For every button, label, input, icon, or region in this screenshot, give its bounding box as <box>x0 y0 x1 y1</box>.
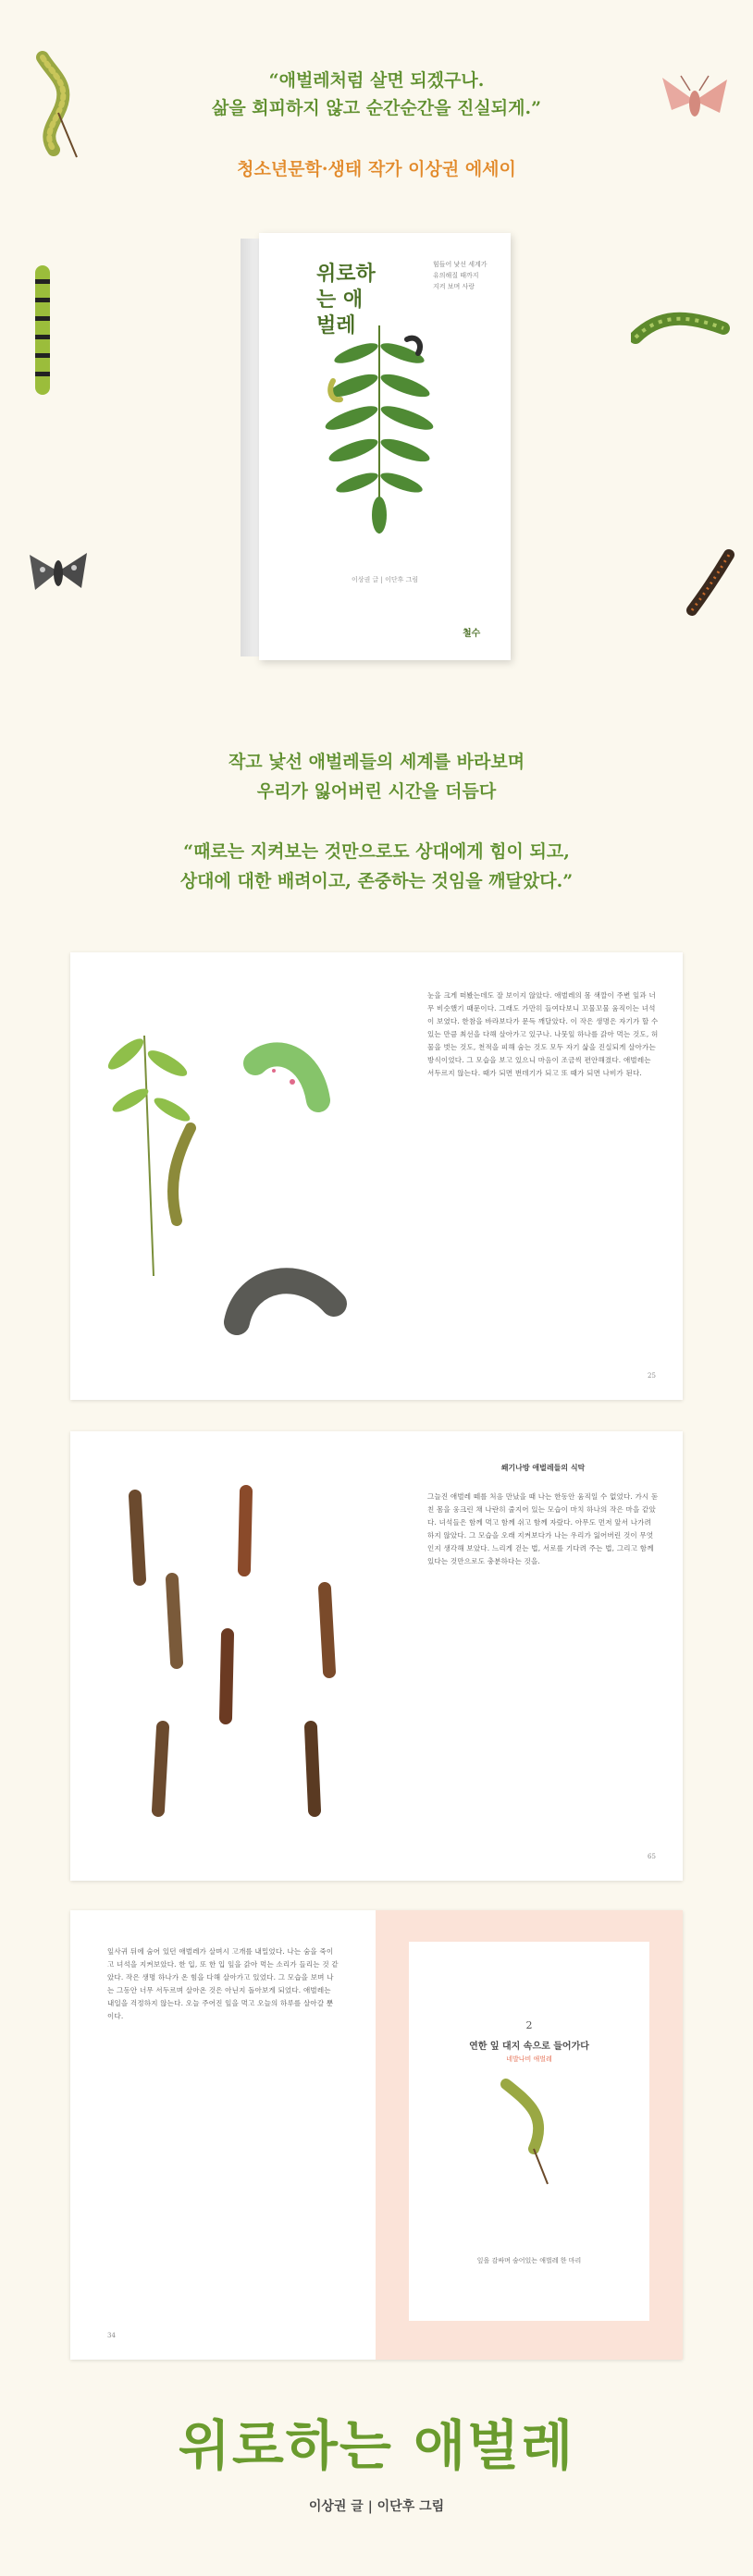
spread3-page-number: 34 <box>107 2332 116 2339</box>
closing-quote <box>0 837 753 896</box>
book-spread-1 <box>70 952 683 1400</box>
closing-quote-line2: 상대에 대한 배려이고, 존중하는 것임을 깨달았다.” <box>179 871 574 891</box>
caterpillar-illustrations-spread1 <box>89 999 357 1368</box>
book-cover <box>259 233 511 660</box>
opening-quote-line1: “애벌레처럼 살면 되겠구나. <box>268 70 485 91</box>
chapter-page-panel <box>376 1910 683 2360</box>
book-tagline-line1: 작고 낯선 애벌레들의 세계를 바라보며 <box>228 752 525 772</box>
publisher-logo: 철수 <box>463 629 481 639</box>
spread2-heading: 쐐기나방 애벌레들의 식탁 <box>500 1463 586 1472</box>
book-spread-2 <box>70 1431 683 1881</box>
chapter-title: 연한 잎 대지 속으로 들어가다 <box>469 2042 589 2052</box>
spread2-body-text: 그늘진 애벌레 떼를 처음 만났을 때 나는 한동안 움직일 수 없었다. 가시 돋친 몸을 웅크린 채 나란히 줄지어 있는 모습이 마치 하나의 작은 마을 같았다. 녀석들은 함께 먹고 함께 쉬고 함께 자랐다. 아무도 먼저 앞서 나가려 하지 않았다. 그 모습을 오래 지켜보다가 나는 우리가 잃어버린 것이 무엇인지 생각해 보았다. 느리게 걷는 법, 서로를 기다려 주는 법, 그리고 함께 있다는 것만으로도 충분하다는 것을. <box>427 1492 659 1565</box>
chapter-subtitle: 네발나비 애벌레 <box>506 2055 552 2063</box>
hairy-caterpillars-illustration <box>107 1478 376 1847</box>
book-cover-tagline: 힘들어 낯선 세계가 유의해질 때까지 지켜 보며 사랑 <box>433 261 488 290</box>
chapter-page-card <box>409 1942 649 2321</box>
footer-authors: 이상권 글 | 이단후 그림 <box>308 2499 445 2514</box>
opening-quote-line2: 삶을 회피하지 않고 순간순간을 진실되게.” <box>211 98 542 118</box>
green-caterpillar-right <box>631 305 733 351</box>
book-spread-3 <box>70 1910 683 2360</box>
moth-illustration-left <box>26 544 91 599</box>
book-subtitle: 청소년문학·생태 작가 이상권 에세이 <box>237 159 516 179</box>
book-cover-title: 위로하는 애벌레 <box>316 262 376 337</box>
striped-caterpillar-left <box>26 261 63 399</box>
book-spine <box>241 239 261 656</box>
book-cover-credit: 이상권 글 | 이단후 그림 <box>352 576 419 583</box>
spread1-body-text: 눈을 크게 떠봤는데도 잘 보이지 않았다. 애벌레의 몸 색깔이 주변 잎과 너무 비슷했기 때문이다. 그래도 가만히 들여다보니 꼬물꼬물 움직이는 녀석이 보였다. 한참을 바라보다가 문득 깨달았다. 이 작은 생명은 자기가 할 수 있는 만큼 최선을 다해 살아가고 있구나. 나뭇잎 하나를 갉아 먹는 것도, 허물을 벗는 것도, 천적을 피해 숨는 것도 모두 자기 삶을 진실되게 살아가는 방식이었다. 그 모습을 보고 있으니 마음이 조금씩 편안해졌다. 애벌레는 서두르지 않는다. 때가 되면 번데기가 되고 또 때가 되면 나비가 된다. <box>427 991 659 1077</box>
chapter-caption: 잎을 감싸며 숨어있는 애벌레 한 마리 <box>476 2257 582 2264</box>
closing-quote-line1: “때로는 지켜보는 것만으로도 상대에게 힘이 되고, <box>183 841 570 862</box>
spread1-page-number: 25 <box>648 1372 656 1380</box>
book-tagline <box>0 747 753 806</box>
hairy-caterpillar-right <box>683 546 738 619</box>
spread3-body-text: 잎사귀 뒤에 숨어 있던 애벌레가 살며시 고개를 내밀었다. 나는 숨을 죽이고 녀석을 지켜보았다. 한 입, 또 한 입 잎을 갉아 먹는 소리가 들리는 것 같았다. 작은 생명 하나가 온 힘을 다해 살아가고 있었다. 그 모습을 보며 나는 그동안 너무 서두르며 살아온 것은 아닌지 돌아보게 되었다. 애벌레는 내일을 걱정하지 않는다. 오늘 주어진 잎을 먹고 오늘의 하루를 살아갈 뿐이다. <box>107 1947 339 2020</box>
book-tagline-line2: 우리가 잃어버린 시간을 더듬다 <box>256 781 497 802</box>
chapter-number: 2 <box>525 2019 533 2031</box>
spread2-page-number: 65 <box>648 1853 656 1860</box>
chapter-caterpillar-illustration <box>492 2075 566 2186</box>
leaf-branch-illustration <box>315 316 444 538</box>
footer-book-title: 위로하는 애벌레 <box>178 2414 575 2477</box>
opening-quote <box>0 67 753 122</box>
